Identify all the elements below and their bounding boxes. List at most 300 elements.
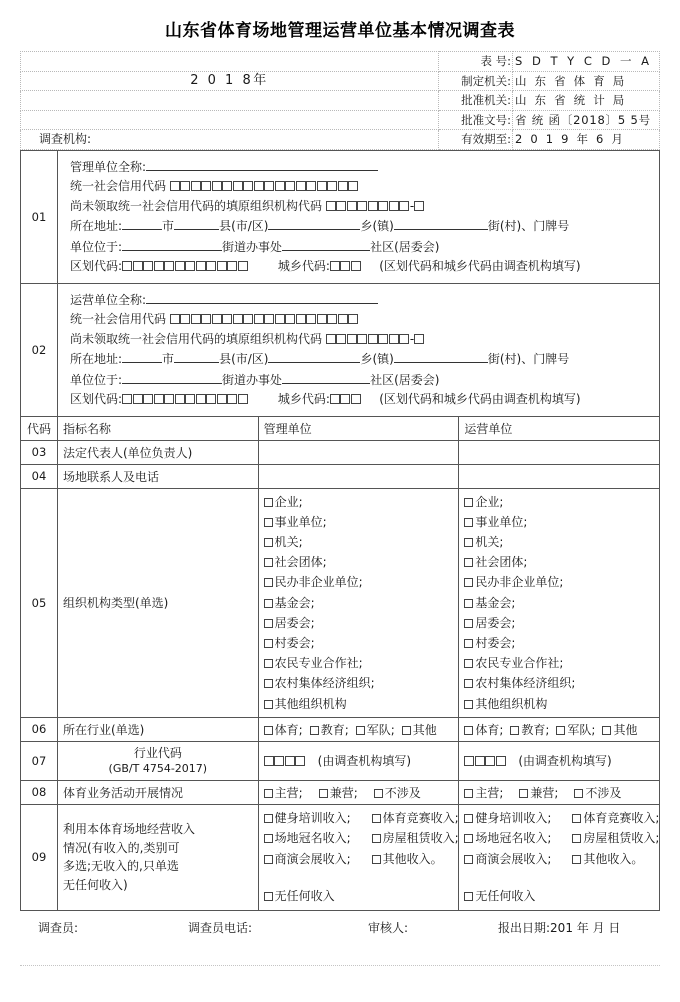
oper-org-code-boxes-3[interactable] [347, 334, 357, 344]
mgmt-credit-code-label: 统一社会信用代码 [70, 179, 167, 193]
org-type-oper-checkbox-10[interactable] [464, 679, 473, 688]
industry-oper-checkbox-3[interactable] [556, 726, 565, 735]
org-type-mgmt-row-11[interactable] [264, 694, 454, 714]
industry-mgmt-item-1[interactable] [264, 723, 303, 737]
org-type-mgmt-row-10[interactable] [264, 673, 454, 693]
org-type-oper-checkbox-11[interactable] [464, 700, 473, 709]
mgmt-credit-code-boxes-3[interactable] [191, 181, 201, 191]
industry-oper-item-4[interactable] [602, 723, 637, 737]
org-type-oper-checkbox-5[interactable] [464, 578, 473, 587]
meta-label-valid-until: 有效期至: [439, 130, 513, 150]
meta-left-blank [21, 52, 439, 72]
oper-address-street-input[interactable] [394, 349, 488, 363]
oper-org-code-check-box-1[interactable] [414, 334, 424, 344]
row-04-management-input[interactable] [258, 464, 459, 488]
income-mgmt-item-4[interactable] [372, 831, 459, 845]
oper-district-code-boxes-9[interactable] [206, 394, 216, 404]
org-type-oper-row-4[interactable] [464, 552, 654, 572]
row-04-operation-input[interactable] [459, 464, 660, 488]
oper-district-code-boxes-3[interactable] [143, 394, 153, 404]
income-oper-item-6[interactable] [572, 852, 643, 866]
mgmt-credit-code-boxes-7[interactable] [233, 181, 243, 191]
industry-code-mgmt-boxes-4[interactable] [295, 756, 305, 766]
income-mgmt-checkbox-2[interactable] [372, 814, 381, 823]
org-type-mgmt-label-8: 村委会; [274, 635, 315, 650]
row-08-management-options [258, 780, 459, 804]
oper-credit-code-boxes-11[interactable] [275, 314, 285, 324]
mgmt-org-code-label: 尚未领取统一社会信用代码的填原组织机构代码 [70, 198, 323, 213]
org-type-oper-row-5[interactable] [464, 572, 654, 592]
oper-credit-code-boxes-6[interactable] [222, 314, 232, 324]
industry-oper-item-3[interactable] [556, 723, 595, 737]
column-header-indicator: 指标名称 [58, 416, 259, 440]
industry-code-mgmt-boxes-3[interactable] [285, 756, 295, 766]
section-code-02: 02 [21, 283, 58, 416]
income-mgmt-row-2 [264, 828, 459, 849]
sports-activity-oper-checkbox-1[interactable] [464, 789, 473, 798]
mgmt-credit-code-boxes-13[interactable] [296, 181, 306, 191]
mgmt-credit-code-boxes[interactable] [170, 177, 359, 197]
industry-oper-item-2[interactable] [510, 723, 549, 737]
oper-district-code-boxes-2[interactable] [133, 394, 143, 404]
oper-org-code-boxes-5[interactable] [368, 334, 378, 344]
income-oper-no-income-label: 无任何收入 [475, 889, 536, 904]
sports-activity-mgmt-item-2[interactable] [319, 786, 358, 800]
mgmt-credit-code-boxes-18[interactable] [348, 181, 358, 191]
income-mgmt-item-6[interactable] [372, 852, 443, 866]
income-mgmt-checkbox-5[interactable] [264, 855, 273, 864]
mgmt-org-code-boxes-3[interactable] [347, 201, 357, 211]
row-03-operation-input[interactable] [459, 440, 660, 464]
mgmt-credit-code-boxes-11[interactable] [275, 181, 285, 191]
org-type-mgmt-label-9: 农民专业合作社; [274, 656, 363, 671]
industry-mgmt-item-4[interactable] [402, 723, 437, 737]
industry-code-oper-boxes-1[interactable] [464, 756, 474, 766]
income-oper-checkbox-6[interactable] [572, 855, 581, 864]
industry-code-mgmt-boxes[interactable] [264, 754, 306, 768]
org-type-mgmt-row-5[interactable] [264, 572, 454, 592]
row-code-05: 05 [21, 488, 58, 717]
oper-district-code-boxes[interactable] [122, 390, 248, 410]
mgmt-located-community-input[interactable] [282, 237, 370, 251]
oper-unit-name-input[interactable] [146, 290, 378, 304]
mgmt-district-code-line [70, 257, 651, 277]
org-type-mgmt-row-4[interactable] [264, 552, 454, 572]
mgmt-credit-code-boxes-5[interactable] [212, 181, 222, 191]
mgmt-address-town-input[interactable] [268, 216, 360, 230]
industry-code-oper-boxes[interactable] [464, 754, 506, 768]
org-type-mgmt-row-8[interactable] [264, 633, 454, 653]
sports-activity-oper-item-3[interactable] [574, 786, 621, 800]
org-type-mgmt-row-7[interactable] [264, 613, 454, 633]
oper-district-code-boxes-10[interactable] [217, 394, 227, 404]
mgmt-credit-code-boxes-2[interactable] [180, 181, 190, 191]
income-oper-checkbox-4[interactable] [572, 834, 581, 843]
income-oper-item-4[interactable] [572, 831, 659, 845]
org-type-oper-label-9: 农民专业合作社; [475, 656, 564, 671]
sports-activity-mgmt-item-1[interactable] [264, 786, 303, 800]
income-oper-item-5[interactable] [464, 849, 572, 870]
oper-urban-rural-boxes-3[interactable] [351, 394, 361, 404]
industry-oper-checkbox-1[interactable] [464, 726, 473, 735]
sports-activity-oper-item-2[interactable] [519, 786, 558, 800]
sports-activity-mgmt-checkbox-1[interactable] [264, 789, 273, 798]
mgmt-address-label: 所在地址: [70, 219, 123, 233]
row-label-07 [58, 741, 259, 780]
income-mgmt-item-3[interactable] [264, 828, 372, 849]
org-type-oper-row-7[interactable] [464, 613, 654, 633]
org-type-mgmt-checkbox-10[interactable] [264, 679, 273, 688]
oper-credit-code-boxes-14[interactable] [306, 314, 316, 324]
industry-oper-item-1[interactable] [464, 723, 503, 737]
row-code-03: 03 [21, 440, 58, 464]
industry-code-oper-boxes-3[interactable] [485, 756, 495, 766]
income-oper-checkbox-3[interactable] [464, 834, 473, 843]
column-header-code: 代码 [21, 416, 58, 440]
oper-district-code-boxes-1[interactable] [122, 394, 132, 404]
row-label-09-line-1: 利用本体育场地经营收入 [63, 822, 196, 837]
income-oper-item-2[interactable] [572, 811, 659, 825]
mgmt-district-code-boxes-6[interactable] [175, 261, 185, 271]
mgmt-unit-name-input[interactable] [146, 157, 378, 171]
mgmt-org-code-boxes-4[interactable] [357, 201, 367, 211]
industry-oper-label-3: 军队; [567, 722, 596, 737]
mgmt-district-code-boxes-7[interactable] [185, 261, 195, 271]
income-oper-checkbox-1[interactable] [464, 814, 473, 823]
oper-org-code-boxes-8[interactable] [399, 334, 409, 344]
mgmt-district-code-boxes-1[interactable] [122, 261, 132, 271]
industry-oper-checkbox-4[interactable] [602, 726, 611, 735]
mgmt-district-code-boxes-5[interactable] [164, 261, 174, 271]
oper-credit-code-boxes-8[interactable] [243, 314, 253, 324]
mgmt-org-code-boxes-5[interactable] [368, 201, 378, 211]
mgmt-org-code-boxes[interactable] [326, 197, 410, 217]
oper-urban-rural-boxes[interactable] [330, 390, 362, 410]
mgmt-address-street-input[interactable] [394, 216, 488, 230]
org-type-mgmt-checkbox-2[interactable] [264, 518, 273, 527]
industry-mgmt-checkbox-1[interactable] [264, 726, 273, 735]
org-type-mgmt-checkbox-9[interactable] [264, 659, 273, 668]
mgmt-credit-code-boxes-15[interactable] [317, 181, 327, 191]
mgmt-district-code-boxes-8[interactable] [196, 261, 206, 271]
org-type-oper-label-8: 村委会; [475, 635, 516, 650]
mgmt-district-code-boxes-10[interactable] [217, 261, 227, 271]
income-mgmt-item-2[interactable] [372, 811, 459, 825]
table-header-row [21, 416, 660, 440]
industry-code-oper-boxes-2[interactable] [475, 756, 485, 766]
income-mgmt-row-3 [264, 849, 454, 870]
oper-credit-code-boxes[interactable] [170, 310, 359, 330]
oper-credit-code-boxes-17[interactable] [338, 314, 348, 324]
income-mgmt-item-1[interactable] [264, 808, 372, 829]
oper-credit-code-boxes-10[interactable] [264, 314, 274, 324]
industry-mgmt-item-2[interactable] [310, 723, 349, 737]
sports-activity-mgmt-item-3[interactable] [374, 786, 421, 800]
oper-credit-code-boxes-4[interactable] [201, 314, 211, 324]
mgmt-org-code-boxes-2[interactable] [336, 201, 346, 211]
mgmt-credit-code-boxes-12[interactable] [285, 181, 295, 191]
row-code-07: 07 [21, 741, 58, 780]
mgmt-urban-rural-boxes-1[interactable] [330, 261, 340, 271]
mgmt-credit-code-boxes-9[interactable] [254, 181, 264, 191]
org-type-oper-checkbox-9[interactable] [464, 659, 473, 668]
mgmt-district-code-boxes-4[interactable] [154, 261, 164, 271]
table-row-08 [21, 780, 660, 804]
org-type-oper-row-6[interactable] [464, 593, 654, 613]
income-mgmt-checkbox-1[interactable] [264, 814, 273, 823]
industry-code-mgmt-boxes-1[interactable] [264, 756, 274, 766]
row-label-09-line-2: 情况(有收入的,类别可 [63, 840, 180, 855]
oper-district-code-boxes-8[interactable] [196, 394, 206, 404]
row-09-management-options [258, 804, 459, 910]
mgmt-address-line [70, 216, 651, 237]
sports-activity-oper-checkbox-2[interactable] [519, 789, 528, 798]
industry-code-oper-boxes-4[interactable] [496, 756, 506, 766]
org-type-mgmt-row-9[interactable] [264, 653, 454, 673]
income-oper-label-1: 健身培训收入; [475, 810, 552, 825]
org-type-oper-row-2[interactable] [464, 512, 654, 532]
mgmt-located-line [70, 237, 651, 258]
industry-mgmt-checkbox-3[interactable] [356, 726, 365, 735]
org-type-mgmt-checkbox-8[interactable] [264, 639, 273, 648]
mgmt-org-code-boxes-8[interactable] [399, 201, 409, 211]
oper-credit-code-boxes-5[interactable] [212, 314, 222, 324]
oper-address-label: 所在地址: [70, 352, 123, 366]
sports-activity-oper-item-1[interactable] [464, 786, 503, 800]
mgmt-org-code-boxes-1[interactable] [326, 201, 336, 211]
mgmt-address-city-input[interactable] [122, 216, 162, 230]
income-mgmt-checkbox-4[interactable] [372, 834, 381, 843]
oper-credit-code-boxes-12[interactable] [285, 314, 295, 324]
oper-located-office-input[interactable] [122, 370, 222, 384]
mgmt-district-code-boxes-2[interactable] [133, 261, 143, 271]
row-label-09-line-4: 无任何收入) [63, 877, 128, 892]
mgmt-org-code-boxes-7[interactable] [389, 201, 399, 211]
row-code-08: 08 [21, 780, 58, 804]
income-mgmt-no-income-checkbox[interactable] [264, 892, 273, 901]
oper-located-label: 单位位于: [70, 372, 123, 387]
footer-row [20, 911, 660, 942]
income-mgmt-no-income-row[interactable] [264, 886, 454, 907]
income-oper-item-1[interactable] [464, 808, 572, 829]
mgmt-org-code-check-box-1[interactable] [414, 201, 424, 211]
org-type-oper-checkbox-8[interactable] [464, 639, 473, 648]
industry-oper-label-2: 教育; [521, 722, 550, 737]
org-type-mgmt-row-2[interactable] [264, 512, 454, 532]
oper-address-county-unit: 县(市/区) [219, 352, 269, 366]
oper-credit-code-boxes-16[interactable] [327, 314, 337, 324]
sports-activity-mgmt-label-3: 不涉及 [384, 785, 421, 800]
oper-credit-code-label: 统一社会信用代码 [70, 312, 167, 326]
income-mgmt-checkbox-6[interactable] [372, 855, 381, 864]
industry-mgmt-item-3[interactable] [356, 723, 395, 737]
org-type-oper-row-10[interactable] [464, 673, 654, 693]
oper-org-code-boxes-4[interactable] [357, 334, 367, 344]
oper-address-town-input[interactable] [268, 349, 360, 363]
oper-district-code-boxes-12[interactable] [238, 394, 248, 404]
oper-org-code-dash: - [409, 331, 415, 346]
mgmt-credit-code-boxes-16[interactable] [327, 181, 337, 191]
mgmt-unit-name-line [70, 157, 651, 178]
org-type-mgmt-row-3[interactable] [264, 532, 454, 552]
income-oper-row-2 [464, 828, 660, 849]
mgmt-org-code-check-box[interactable] [414, 197, 425, 217]
org-type-mgmt-checkbox-4[interactable] [264, 558, 273, 567]
sports-activity-oper-label-1: 主营; [475, 785, 504, 800]
org-type-oper-row-11[interactable] [464, 694, 654, 714]
oper-credit-code-boxes-1[interactable] [170, 314, 180, 324]
oper-located-community-input[interactable] [282, 370, 370, 384]
income-mgmt-label-1: 健身培训收入; [274, 810, 351, 825]
oper-credit-code-boxes-15[interactable] [317, 314, 327, 324]
oper-credit-code-boxes-7[interactable] [233, 314, 243, 324]
oper-urban-rural-boxes-2[interactable] [340, 394, 350, 404]
mgmt-district-code-boxes-3[interactable] [143, 261, 153, 271]
org-type-mgmt-label-3: 机关; [274, 534, 303, 549]
mgmt-org-code-boxes-6[interactable] [378, 201, 388, 211]
org-type-mgmt-checkbox-3[interactable] [264, 538, 273, 547]
sports-activity-oper-label-3: 不涉及 [585, 785, 622, 800]
org-type-mgmt-checkbox-11[interactable] [264, 700, 273, 709]
mgmt-credit-code-boxes-8[interactable] [243, 181, 253, 191]
income-mgmt-item-5[interactable] [264, 849, 372, 870]
industry-mgmt-label-4: 其他 [412, 722, 437, 737]
row-09-operation-options [459, 804, 660, 910]
row-05-operation-options [459, 488, 660, 717]
footer-report-date-label: 报出日期:201 年 月 日 [498, 920, 621, 935]
industry-mgmt-checkbox-2[interactable] [310, 726, 319, 735]
oper-org-code-boxes-1[interactable] [326, 334, 336, 344]
mgmt-credit-code-boxes-17[interactable] [338, 181, 348, 191]
org-type-mgmt-checkbox-1[interactable] [264, 498, 273, 507]
org-type-oper-row-8[interactable] [464, 633, 654, 653]
org-type-oper-label-4: 社会团体; [475, 555, 528, 570]
mgmt-district-code-boxes[interactable] [122, 257, 248, 277]
oper-org-code-boxes-6[interactable] [378, 334, 388, 344]
row-label-04: 场地联系人及电话 [58, 464, 259, 488]
oper-org-code-boxes[interactable] [326, 330, 410, 350]
oper-district-code-boxes-7[interactable] [185, 394, 195, 404]
mgmt-district-code-boxes-12[interactable] [238, 261, 248, 271]
oper-district-code-boxes-4[interactable] [154, 394, 164, 404]
org-type-mgmt-row-6[interactable] [264, 593, 454, 613]
org-type-oper-checkbox-4[interactable] [464, 558, 473, 567]
org-type-oper-row-1[interactable] [464, 492, 654, 512]
oper-district-code-boxes-11[interactable] [227, 394, 237, 404]
oper-org-code-boxes-2[interactable] [336, 334, 346, 344]
income-mgmt-no-income-label: 无任何收入 [274, 889, 335, 904]
org-type-mgmt-checkbox-6[interactable] [264, 599, 273, 608]
org-type-mgmt-row-1[interactable] [264, 492, 454, 512]
mgmt-credit-code-boxes-4[interactable] [201, 181, 211, 191]
meta-survey-year: 2 0 1 8年 [21, 71, 439, 91]
industry-oper-checkbox-2[interactable] [510, 726, 519, 735]
org-type-oper-checkbox-3[interactable] [464, 538, 473, 547]
meta-label-approving-authority: 批准机关: [439, 91, 513, 111]
income-oper-no-income-checkbox[interactable] [464, 892, 473, 901]
industry-code-mgmt-boxes-2[interactable] [274, 756, 284, 766]
section-body-02 [58, 283, 660, 416]
oper-credit-code-boxes-3[interactable] [191, 314, 201, 324]
income-oper-no-income-row[interactable] [464, 886, 654, 907]
income-oper-checkbox-2[interactable] [572, 814, 581, 823]
mgmt-address-county-input[interactable] [174, 216, 219, 230]
income-mgmt-label-6: 其他收入。 [382, 851, 443, 866]
industry-oper-label-4: 其他 [613, 722, 638, 737]
mgmt-credit-code-boxes-10[interactable] [264, 181, 274, 191]
mgmt-credit-code-boxes-1[interactable] [170, 181, 180, 191]
sports-activity-mgmt-checkbox-3[interactable] [374, 789, 383, 798]
sports-activity-mgmt-checkbox-2[interactable] [319, 789, 328, 798]
org-type-mgmt-checkbox-5[interactable] [264, 578, 273, 587]
oper-credit-code-boxes-18[interactable] [348, 314, 358, 324]
org-type-oper-checkbox-6[interactable] [464, 599, 473, 608]
income-mgmt-label-3: 场地冠名收入; [274, 831, 351, 846]
sports-activity-oper-checkbox-3[interactable] [574, 789, 583, 798]
mgmt-urban-rural-boxes-3[interactable] [351, 261, 361, 271]
org-type-mgmt-label-11: 其他组织机构 [274, 696, 347, 711]
oper-org-code-boxes-7[interactable] [389, 334, 399, 344]
org-type-oper-label-6: 基金会; [475, 595, 516, 610]
oper-address-city-unit: 市 [162, 352, 175, 366]
oper-district-code-boxes-5[interactable] [164, 394, 174, 404]
mgmt-credit-code-boxes-14[interactable] [306, 181, 316, 191]
mgmt-address-city-unit: 市 [162, 219, 175, 233]
org-type-oper-checkbox-2[interactable] [464, 518, 473, 527]
oper-urban-rural-boxes-1[interactable] [330, 394, 340, 404]
footer-surveyor-phone-label: 调查员电话: [188, 920, 253, 935]
mgmt-credit-code-boxes-6[interactable] [222, 181, 232, 191]
oper-credit-code-boxes-2[interactable] [180, 314, 190, 324]
mgmt-urban-rural-label: 城乡代码: [277, 259, 330, 273]
row-label-05: 组织机构类型(单选) [58, 488, 259, 717]
meta-survey-organization-label: 调查机构: [21, 130, 439, 150]
oper-address-city-input[interactable] [122, 349, 162, 363]
oper-credit-code-boxes-9[interactable] [254, 314, 264, 324]
org-type-oper-row-3[interactable] [464, 532, 654, 552]
mgmt-district-code-boxes-9[interactable] [206, 261, 216, 271]
mgmt-district-code-boxes-11[interactable] [227, 261, 237, 271]
org-type-oper-checkbox-1[interactable] [464, 498, 473, 507]
mgmt-located-office-input[interactable] [122, 237, 222, 251]
oper-credit-code-boxes-13[interactable] [296, 314, 306, 324]
org-type-oper-checkbox-7[interactable] [464, 619, 473, 628]
row-03-management-input[interactable] [258, 440, 459, 464]
row-06-management-options [258, 717, 459, 741]
industry-mgmt-checkbox-4[interactable] [402, 726, 411, 735]
table-row-03 [21, 440, 660, 464]
sports-activity-oper-label-2: 兼营; [530, 785, 559, 800]
org-type-oper-row-9[interactable] [464, 653, 654, 673]
income-mgmt-checkbox-3[interactable] [264, 834, 273, 843]
mgmt-urban-rural-boxes[interactable] [330, 257, 362, 277]
oper-org-code-check-box[interactable] [414, 330, 425, 350]
mgmt-district-code-label: 区划代码: [70, 259, 123, 273]
oper-address-county-input[interactable] [174, 349, 219, 363]
oper-unit-name-label: 运营单位全称: [70, 292, 147, 307]
industry-mgmt-label-3: 军队; [366, 722, 395, 737]
income-mgmt-label-2: 体育竞赛收入; [382, 810, 459, 825]
oper-district-code-boxes-6[interactable] [175, 394, 185, 404]
mgmt-urban-rural-boxes-2[interactable] [340, 261, 350, 271]
meta-value-approval-doc-no: 省 统 函〔2018〕5 5号 [513, 110, 660, 130]
page-title: 山东省体育场地管理运营单位基本情况调查表 [165, 21, 515, 41]
industry-mgmt-label-1: 体育; [274, 722, 303, 737]
org-type-mgmt-checkbox-7[interactable] [264, 619, 273, 628]
org-type-oper-label-11: 其他组织机构 [475, 696, 548, 711]
income-oper-checkbox-5[interactable] [464, 855, 473, 864]
income-oper-item-3[interactable] [464, 828, 572, 849]
